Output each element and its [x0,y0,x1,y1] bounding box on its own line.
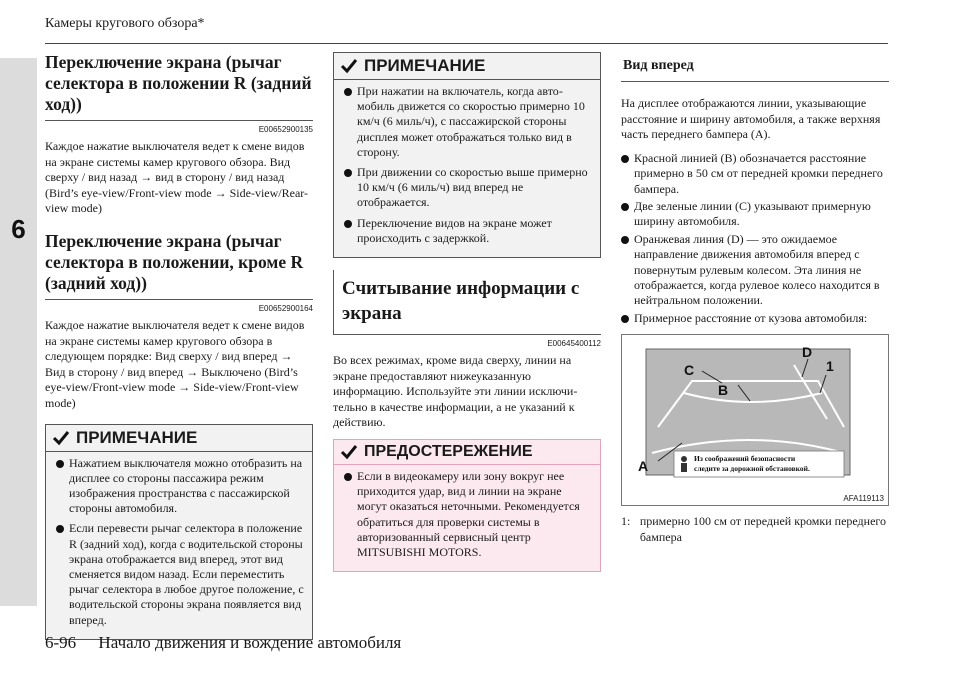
section-text: Каждое нажатие выключателя ведет к смене видов на экране системы камер кругового обзора в следующем порядке: Вид сверху / вид вперед → Вид в сторону / вид вперед → Выключено (Bird’s eye-view/Front-view mode → Side-view/Front-view mode) [45,317,305,410]
label-1: 1 [826,358,834,375]
footnote-number: 1: [621,514,631,529]
column-right [621,52,889,545]
note-box [45,424,313,640]
column-middle [333,52,601,572]
section-code: E00652900135 [258,125,313,134]
section-title-other: Переключение экрана (рычаг селектора в положении, кроме R (задний ход)) [45,231,313,300]
figure-footnote [621,514,889,545]
safety-message-line2: следите за дорожной обстановкой. [694,464,810,474]
list-item: Если перевести рычаг селектора в положение R (задний ход), когда с водительской стороны экрана отображается вид вперед, этот вид сменяется видом назад. Если переместить рычаг селектора в любое другое положение, с водительской стороны экрана появляется вид вперед. [56,521,304,627]
label-c: C [684,362,695,379]
label-b: B [718,382,729,399]
page-footer [45,633,401,653]
section-text: Каждое нажатие выключателя ведет к смене видов на экране системы камер кругового обзора. Вид сверху / вид назад → вид в сторону / вид назад (Bird’s eye-view/Front-view mode → Side-view/Rear-view mode) [45,139,309,216]
column-left [45,52,313,640]
front-view-figure [621,334,889,506]
section-title-read-info: Считывание информации с экрана [342,278,580,325]
list-item: Примерное расстояние от кузова автомобиля: [621,311,889,326]
front-view-illustration [622,335,888,505]
list-item: При движении со скоростью выше примерно 10 км/ч (6 миль/ч) вид вперед не отображается. [344,165,592,211]
list-item: Переключение видов на экране может происходить с задержкой. [344,216,592,246]
footnote-text: примерно 100 см от передней кромки переднего бампера [639,514,887,544]
list-item: Две зеленые линии (C) указывают примерную ширину автомобиля. [621,199,889,230]
chapter-number: 6 [11,214,26,244]
note-box [333,52,601,258]
warning-figure-icon [681,456,687,472]
note-header [334,53,600,80]
caution-check-icon [340,444,358,460]
list-item: Нажатием выключателя можно отобразить на дисплее со стороны пассажира режим изображения пространства с пассажирской стороны автомобиля. [56,456,304,517]
caution-box [333,439,601,572]
caution-list [334,465,600,571]
note-title: ПРИМЕЧАНИЕ [76,427,198,447]
section-code: E00652900164 [258,303,313,313]
footer-section-title: Начало движения и вождение автомобиля [98,633,402,652]
list-item: Если в видеокамеру или зону вокруг нее приходится удар, вид и линии на экране могут оказаться неточными. Рекомендуется обратиться для проверки системы в авторизованный сервисный центр MITSUBISHI MOTORS. [344,469,592,560]
label-a: A [638,458,649,475]
section-text: Во всех режимах, кроме вида сверху, линии на экране предоставляют нижеуказанную информацию. Используйте эти линии исключительно в качестве информации, а не указаний к действию. [333,353,578,430]
section-title-reverse: Переключение экрана (рычаг селектора в положении R (задний ход)) [45,52,313,121]
note-title: ПРИМЕЧАНИЕ [364,56,486,75]
front-view-list [621,151,889,326]
section-code: E00645400112 [547,339,601,349]
page-number: 6-96 [45,633,77,652]
note-check-icon [52,430,70,446]
safety-message-line1: Из соображений безопасности [694,454,796,464]
section-text: На дисплее отображаются линии, указывающие расстояние и ширину автомобиля, а также верхняя часть переднего бампера (A). [621,96,881,142]
label-d: D [802,344,813,361]
note-header [46,425,312,452]
list-item: При нажатии на включатель, когда автомобиль движется со скоростью примерно 10 км/ч (6 миль/ч), с пассажирской стороны дисплея может отображаться только вид в сторону. [344,84,592,160]
running-header-title: Камеры кругового обзора* [45,16,205,31]
note-check-icon [340,58,358,74]
section-title-front-view: Вид вперед [621,52,889,82]
header-rule [45,43,888,44]
figure-code: AFA119113 [843,494,884,504]
caution-title: ПРЕДОСТЕРЕЖЕНИЕ [364,443,533,460]
note-list [46,452,312,639]
chapter-side-tab [0,58,37,606]
caution-header [334,440,600,465]
read-info-heading-box [333,270,601,335]
note-list [334,80,600,257]
list-item: Красной линией (B) обозначается расстояние примерно в 50 см от передней кромки переднего бампера. [621,151,889,197]
list-item: Оранжевая линия (D) — это ожидаемое направление движения автомобиля вперед с повернутым рулевым колесом. Эта линия не отображается, когда рулевое колесо находится в нейтральном положении. [621,232,889,309]
